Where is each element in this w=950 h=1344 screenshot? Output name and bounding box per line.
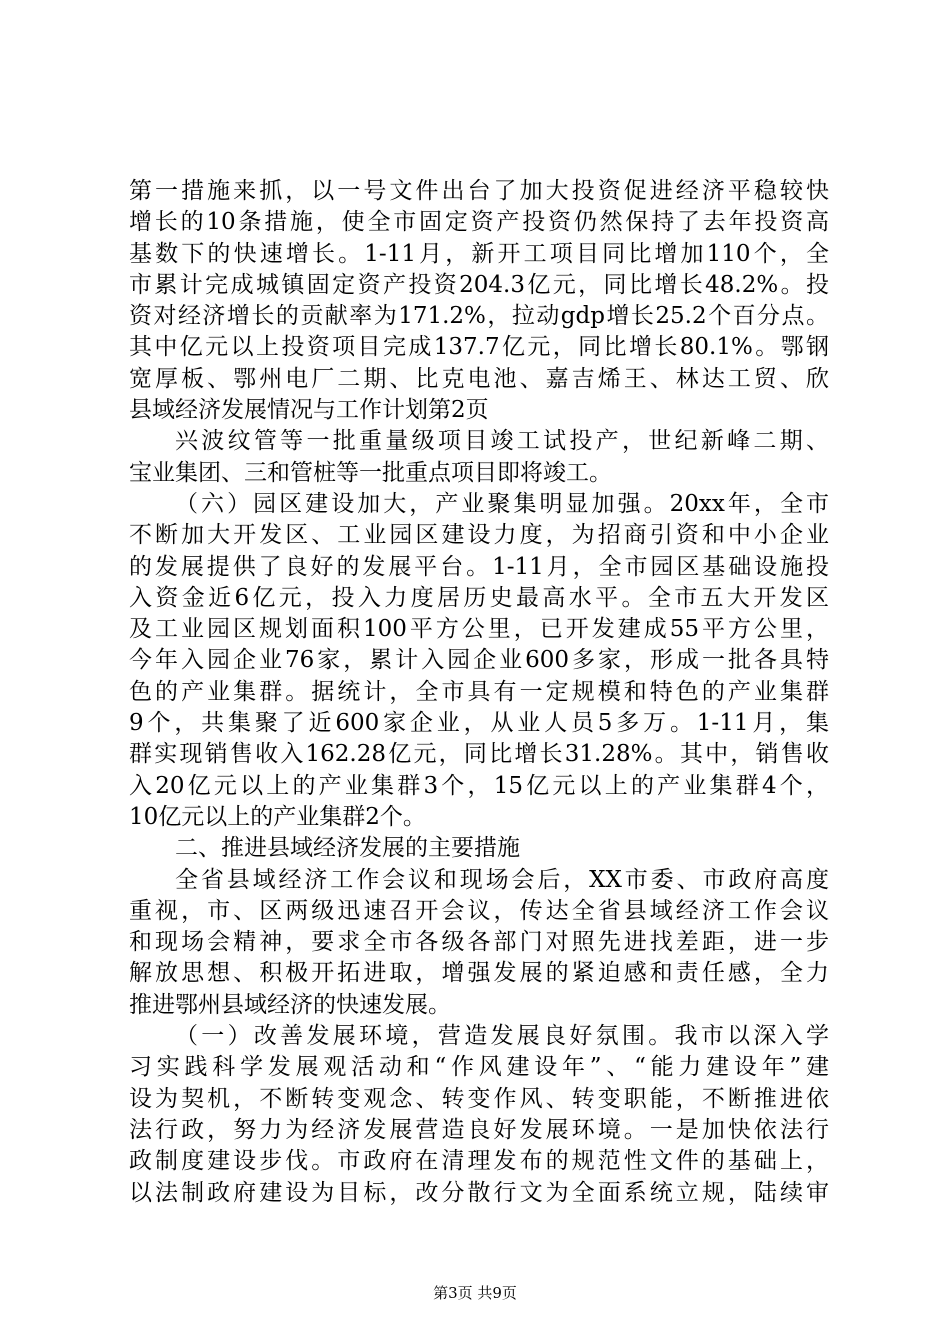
text-line: （六）园区建设加大，产业聚集明显加强。20xx年，全市 xyxy=(175,490,829,517)
text-line: 群实现销售收入162.28亿元，同比增长31.28%。其中，销售收 xyxy=(129,741,829,768)
text-line: 9个，共集聚了近600家企业，从业人员5多万。1-11月，集 xyxy=(129,710,829,737)
text-line: 兴波纹管等一批重量级项目竣工试投产，世纪新峰二期、 xyxy=(175,428,829,455)
text-line: 其中亿元以上投资项目完成137.7亿元，同比增长80.1%。鄂钢 xyxy=(129,334,829,361)
text-line: 基数下的快速增长。1-11月，新开工项目同比增加110个，全 xyxy=(129,240,829,267)
text-line: 习实践科学发展观活动和“作风建设年”、“能力建设年”建 xyxy=(129,1054,829,1081)
page-footer: 第3页 共9页 xyxy=(433,1284,517,1302)
text-line: 入资金近6亿元，投入力度居历史最高水平。全市五大开发区 xyxy=(129,584,829,611)
text-line: 资对经济增长的贡献率为171.2%，拉动gdp增长25.2个百分点。 xyxy=(129,303,829,330)
text-line: 解放思想、积极开拓进取，增强发展的紧迫感和责任感，全力 xyxy=(129,960,829,987)
text-line: 全省县域经济工作会议和现场会后，XX市委、市政府高度 xyxy=(175,866,829,893)
text-line: （一）改善发展环境，营造发展良好氛围。我市以深入学 xyxy=(175,1023,829,1050)
document-body xyxy=(129,176,829,1209)
text-line: 入20亿元以上的产业集群3个，15亿元以上的产业集群4个， xyxy=(129,772,829,799)
text-line: 重视，市、区两级迅速召开会议，传达全省县域经济工作会议 xyxy=(129,897,829,924)
text-line: 以法制政府建设为目标，改分散行文为全面系统立规，陆续审 xyxy=(129,1179,829,1206)
text-line: 及工业园区规划面积100平方公里，已开发建成55平方公里， xyxy=(129,616,829,643)
text-line: 色的产业集群。据统计，全市具有一定规模和特色的产业集群 xyxy=(129,678,829,705)
text-line: 的发展提供了良好的发展平台。1-11月，全市园区基础设施投 xyxy=(129,553,829,580)
text-line: 法行政，努力为经济发展营造良好发展环境。一是加快依法行 xyxy=(129,1116,829,1143)
text-line: 第一措施来抓，以一号文件出台了加大投资促进经济平稳较快 xyxy=(129,178,829,204)
text-line: 政制度建设步伐。市政府在清理发布的规范性文件的基础上， xyxy=(129,1148,829,1175)
text-line: 县域经济发展情况与工作计划第2页 xyxy=(129,397,489,424)
text-line: 不断加大开发区、工业园区建设力度，为招商引资和中小企业 xyxy=(129,522,829,549)
text-line: 推进鄂州县域经济的快速发展。 xyxy=(129,991,451,1018)
text-line: 10亿元以上的产业集群2个。 xyxy=(129,803,426,830)
text-line: 今年入园企业76家，累计入园企业600多家，形成一批各具特 xyxy=(129,647,829,674)
text-line: 市累计完成城镇固定资产投资204.3亿元，同比增长48.2%。投 xyxy=(129,271,829,298)
text-line: 宽厚板、鄂州电厂二期、比克电池、嘉吉烯王、林达工贸、欣 xyxy=(129,365,829,392)
text-line: 二、推进县域经济发展的主要措施 xyxy=(175,835,520,862)
text-line: 和现场会精神，要求全市各级各部门对照先进找差距，进一步 xyxy=(129,929,829,956)
text-line: 增长的10条措施，使全市固定资产投资仍然保持了去年投资高 xyxy=(129,209,829,236)
text-line: 宝业集团、三和管桩等一批重点项目即将竣工。 xyxy=(129,459,612,486)
text-line: 设为契机，不断转变观念、转变作风、转变职能，不断推进依 xyxy=(129,1085,829,1112)
